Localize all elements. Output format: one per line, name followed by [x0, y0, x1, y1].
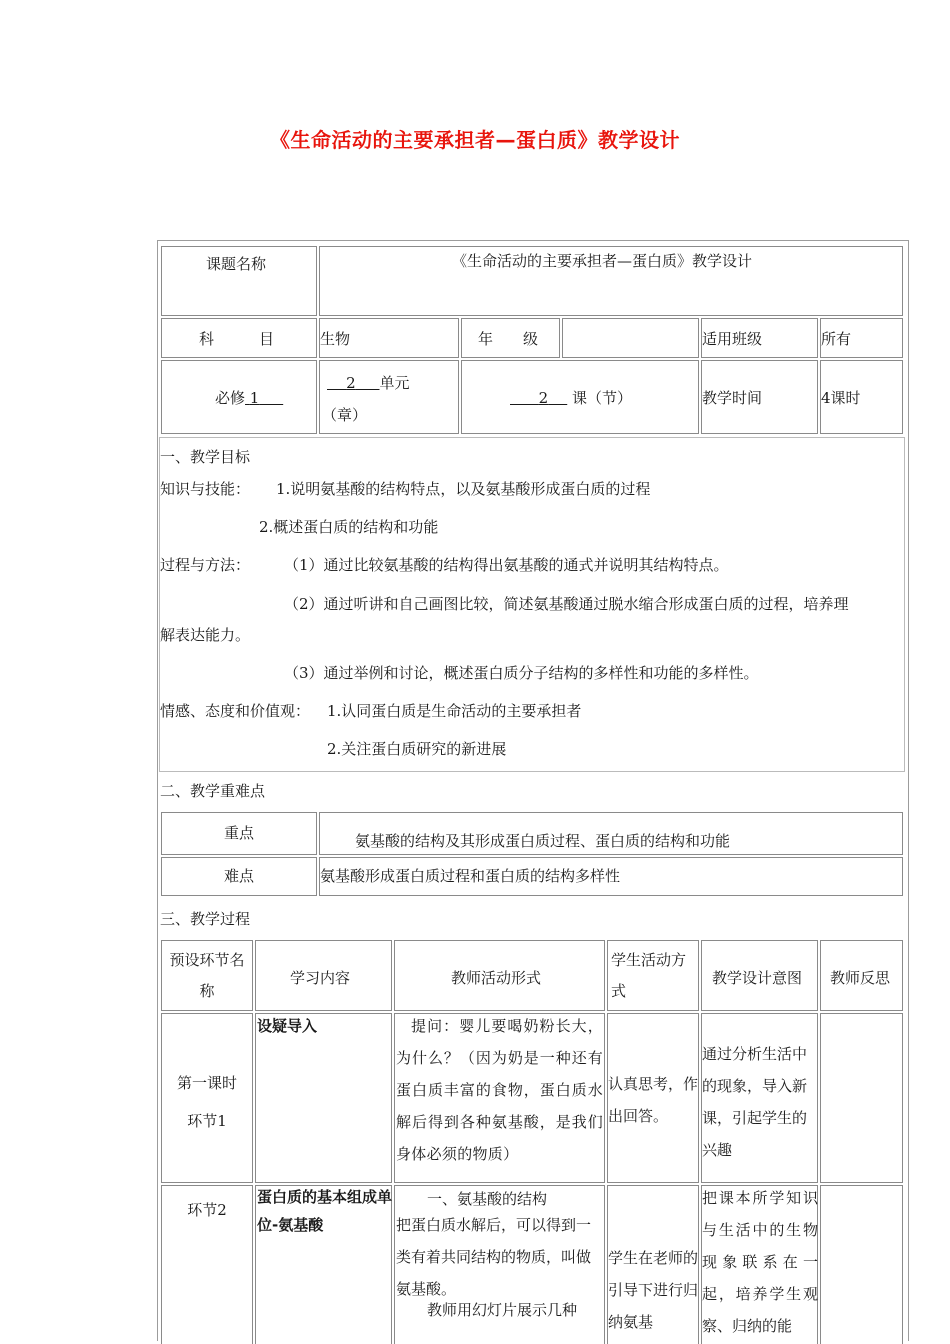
- row1-intent: 通过分析生活中的现象，导入新课，引起学生的兴趣: [702, 1045, 808, 1159]
- row2-intent: 把课本所学知识与生活中的生物现象联系在一起，培养学生观察、归纳的能: [702, 1189, 818, 1335]
- class-value: 所有: [821, 330, 852, 348]
- row1-content-cell: [255, 1013, 392, 1183]
- goals-heading: 一、教学目标: [160, 448, 251, 466]
- emotion-item-1: 1.认同蛋白质是生命活动的主要承担者: [327, 702, 582, 720]
- knowledge-label: 知识与技能：: [160, 480, 251, 498]
- unit-text: [327, 373, 409, 393]
- emotion-item-2: 2.关注蛋白质研究的新进展: [327, 740, 507, 758]
- col-reflection-label: 教师反思: [830, 969, 891, 987]
- lesson-label: 课（节）: [572, 389, 633, 407]
- col-content-label: 学习内容: [290, 969, 351, 987]
- row2-stage-line1: 环节2: [187, 1201, 227, 1219]
- row2-content: 蛋白质的基本组成单位-氨基酸: [257, 1188, 393, 1234]
- subject-value: 生物: [320, 330, 351, 348]
- row1-reflection-cell: [820, 1013, 903, 1183]
- knowledge-item-2: 2.概述蛋白质的结构和功能: [259, 518, 439, 536]
- course-name-value: 《生命活动的主要承担者—蛋白质》教学设计: [452, 252, 753, 270]
- col-student-label: 学生活动方式: [611, 951, 687, 1000]
- process-item-2b: 解表达能力。: [160, 626, 251, 644]
- focus-value: 氨基酸的结构及其形成蛋白质过程、蛋白质的结构和功能: [355, 832, 731, 850]
- row2-reflection-cell: [820, 1185, 903, 1344]
- chapter-label: （章）: [322, 406, 368, 424]
- row1-stage-cell: [161, 1013, 253, 1183]
- focus-label: 重点: [224, 824, 255, 842]
- grade-label: 年 级: [478, 330, 539, 348]
- col-teacher-label: 教师活动形式: [451, 969, 542, 987]
- process-item-2a: （2）通过听讲和自己画图比较，简述氨基酸通过脱水缩合形成蛋白质的过程，培养理: [284, 595, 849, 613]
- document-title: 《生命活动的主要承担者—蛋白质》教学设计: [270, 128, 680, 152]
- row2-student: 学生在老师的引导下进行归纳氨基: [608, 1249, 699, 1331]
- required-value: 1: [249, 389, 260, 407]
- unit-label: 单元: [379, 374, 410, 392]
- row1-stage-line1: 第一课时: [176, 1074, 237, 1092]
- required-prefix: 必修: [215, 389, 246, 407]
- subject-label: 科 目: [199, 330, 275, 348]
- time-value: 4课时: [821, 389, 861, 407]
- difficulty-value: 氨基酸形成蛋白质过程和蛋白质的结构多样性: [320, 867, 621, 885]
- process-item-1: （1）通过比较氨基酸的结构得出氨基酸的通式并说明其结构特点。: [284, 556, 729, 574]
- col-stage-label: 预设环节名称: [169, 951, 245, 1000]
- time-label: 教学时间: [702, 389, 763, 407]
- row1-content: 设疑导入: [257, 1017, 318, 1035]
- process-label: 过程与方法：: [160, 556, 251, 574]
- col-intent-label: 教学设计意图: [712, 969, 803, 987]
- row1-stage-line2: 环节1: [187, 1112, 227, 1130]
- class-label: 适用班级: [702, 330, 763, 348]
- unit-value: 2: [346, 374, 356, 392]
- lesson-value: 2: [538, 389, 549, 407]
- key-points-heading: 二、教学重难点: [160, 782, 266, 800]
- row2-teacher-2: 把蛋白质水解后，可以得到一类有着共同结构的物质，叫做氨基酸。: [396, 1216, 592, 1298]
- row1-student: 认真思考，作出回答。: [608, 1075, 699, 1125]
- lesson-text: [510, 388, 632, 408]
- row1-teacher: 提问：婴儿要喝奶粉长大，为什么？（因为奶是一种还有蛋白质丰富的食物，蛋白质水解后得到各种氨基酸，是我们身体必须的物质）: [396, 1017, 603, 1163]
- difficulty-label: 难点: [224, 867, 255, 885]
- knowledge-item-1: 1.说明氨基酸的结构特点，以及氨基酸形成蛋白质的过程: [276, 480, 651, 498]
- row2-teacher-1: 一、氨基酸的结构: [427, 1190, 548, 1208]
- grade-value-cell: [562, 318, 699, 358]
- process-heading: 三、教学过程: [160, 910, 251, 928]
- course-name-label: 课题名称: [206, 255, 267, 273]
- row2-teacher-3: 教师用幻灯片展示几种: [427, 1301, 578, 1319]
- process-item-3: （3）通过举例和讨论，概述蛋白质分子结构的多样性和功能的多样性。: [284, 664, 759, 682]
- required-text: [215, 388, 283, 408]
- emotion-label: 情感、态度和价值观：: [160, 702, 311, 720]
